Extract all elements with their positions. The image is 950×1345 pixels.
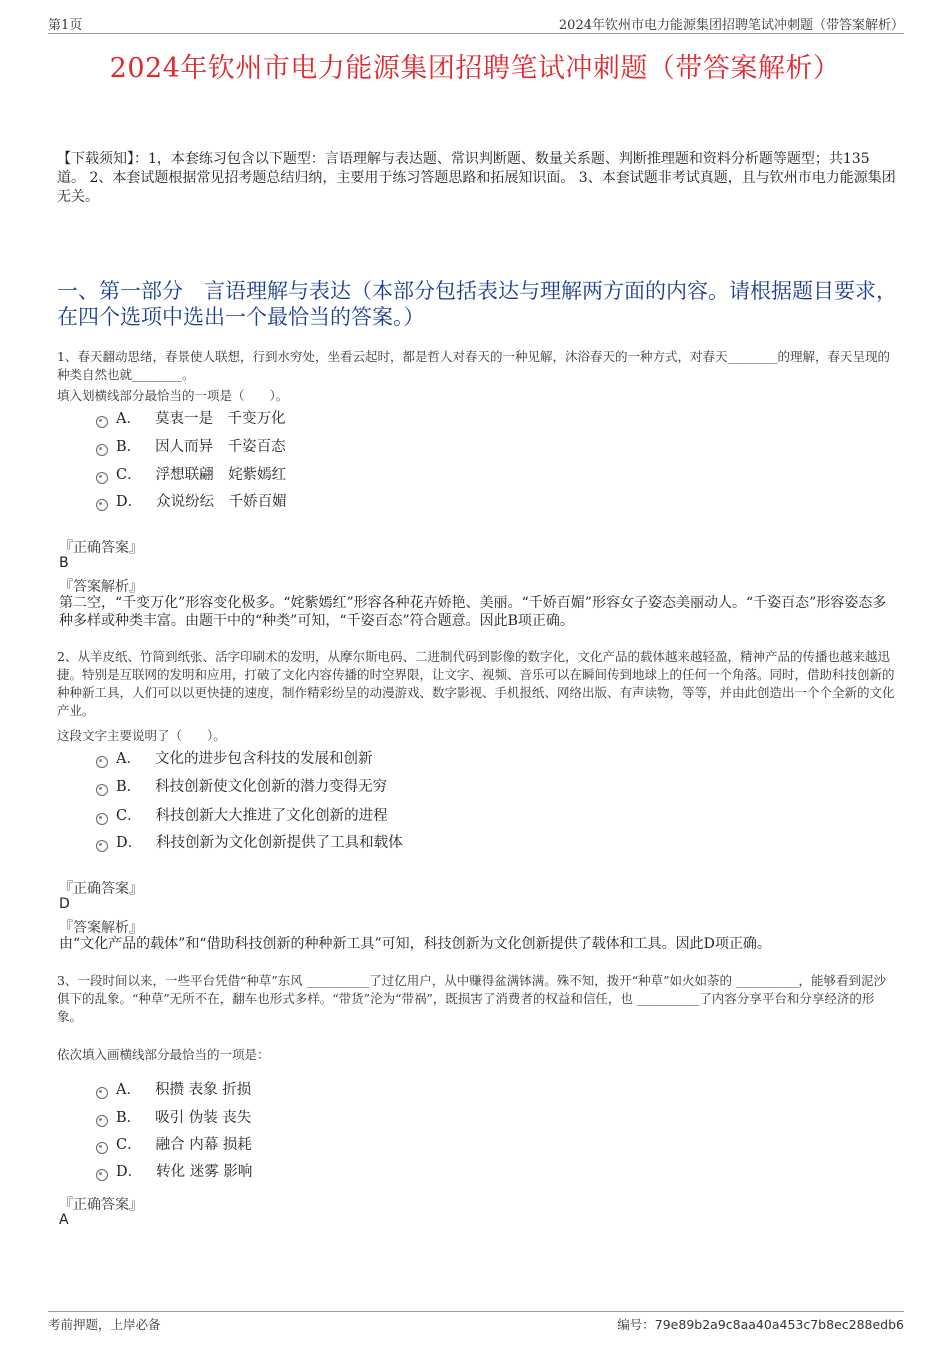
option-text: 融合 内幕 损耗 [155,1137,252,1153]
radio-icon[interactable] [96,1115,108,1127]
question-2-answer: D [59,896,70,912]
option-text: 众说纷纭 千娇百媚 [156,494,287,510]
page-title: 2024年钦州市电力能源集团招聘笔试冲刺题（带答案解析） [109,53,841,84]
question-3-option-c[interactable] [96,1135,252,1155]
option-letter: C． [116,1137,142,1153]
radio-icon[interactable] [96,416,108,428]
option-text: 浮想联翩 姹紫嫣红 [155,467,287,483]
option-text: 吸引 伪装 丧失 [155,1110,252,1126]
question-2-answer-label: 『正确答案』 [59,881,143,897]
question-2-option-d[interactable] [96,833,403,853]
question-3-option-a[interactable] [96,1080,251,1100]
option-letter: A． [116,751,141,767]
question-1-option-d[interactable] [96,492,287,512]
option-text: 科技创新大大推进了文化创新的进程 [155,808,388,824]
radio-icon[interactable] [96,840,108,852]
question-3-option-d[interactable] [96,1162,252,1182]
question-1-option-b[interactable] [96,437,286,457]
question-2-option-a[interactable] [96,749,372,769]
question-3-stem: 3、一段时间以来，一些平台凭借“种草”东风 __________了过亿用户，从中赚得盆满钵满。殊不知，拨开“种草”如火如荼的 __________，能够看到泥沙俱下的乱象。“种草”无所不在，翻车也形式多样。“带货”沦为“带祸”，既损害了消费者的权益和信任，也 __________了内容分享平台和分享经济的形象。 [57,973,886,1024]
header-doc-title: 2024年钦州市电力能源集团招聘笔试冲刺题（带答案解析） [558,18,904,33]
question-1-option-a[interactable] [96,409,285,429]
option-letter: C． [116,467,142,483]
footer-code-label: 编号： [617,1317,655,1332]
option-letter: C． [116,808,142,824]
question-3-option-b[interactable] [96,1108,251,1128]
footer-code-value: 79e89b2a9c8aa40a453c7b8ec288edb6 [654,1317,904,1332]
radio-icon[interactable] [96,1142,108,1154]
radio-icon[interactable] [96,499,108,511]
footer-slogan: 考前押题，上岸必备 [48,1317,161,1332]
option-text: 科技创新为文化创新提供了工具和载体 [156,835,403,851]
question-2-option-b[interactable] [96,777,387,797]
option-letter: B． [116,779,142,795]
option-text: 因人而异 千姿百态 [155,439,286,455]
radio-icon[interactable] [96,472,108,484]
question-3-prompt: 依次填入画横线部分最恰当的一项是： [57,1047,270,1062]
question-1-answer: B [59,555,69,571]
question-1-analysis-label: 『答案解析』 [59,579,143,595]
page-number: 第1页 [48,18,83,33]
radio-icon[interactable] [96,1169,108,1181]
option-letter: B． [116,439,142,455]
radio-icon[interactable] [96,813,108,825]
radio-icon[interactable] [96,444,108,456]
option-letter: A． [116,411,141,427]
option-text: 莫衷一是 千变万化 [154,411,286,427]
footer-code [617,1315,904,1333]
option-letter: D． [116,835,143,851]
option-letter: B． [116,1110,142,1126]
question-2-analysis-label: 『答案解析』 [59,920,143,936]
section-heading: 一、第一部分 言语理解与表达（本部分包括表达与理解两方面的内容。请根据题目要求，在四个选项中选出一个最恰当的答案。） [57,279,897,329]
question-2-analysis: 由“文化产品的载体”和“借助科技创新的种种新工具”可知，科技创新为文化创新提供了载体和工具。因此D项正确。 [59,936,771,952]
header-rule [48,33,904,34]
question-3-answer: A [59,1212,69,1228]
option-text: 科技创新使文化创新的潜力变得无穷 [155,779,388,795]
question-2-option-c[interactable] [96,806,388,826]
question-2-stem: 2、从羊皮纸、竹简到纸张、活字印刷术的发明，从摩尔斯电码、二进制代码到影像的数字化，文化产品的载体越来越轻盈，精神产品的传播也越来越迅捷。特别是互联网的发明和应用，打破了文化内容传播的时空界限，让文字、视频、音乐可以在瞬间传到地球上的任何一个角落。同时，借助科技创新的种种新工具，人们可以以更快捷的速度，制作精彩纷呈的动漫游戏、数字影视、手机报纸、网络出版、有声读物，等等，并由此创造出一个个全新的文化产业。 [57,649,895,718]
radio-icon[interactable] [96,784,108,796]
question-1-answer-label: 『正确答案』 [59,540,143,556]
question-1-prompt: 填入划横线部分最恰当的一项是（ ）。 [57,388,289,403]
download-notice: 【下载须知】：1，本套练习包含以下题型：言语理解与表达题、常识判断题、数量关系题、判断推理题和资料分析题等题型；共135道。 2、本套试题根据常见招考题总结归纳，主要用于练习答题思路和拓展知识面。 3、本套试题非考试真题，且与钦州市电力能源集团无关。 [57,151,896,205]
question-3-answer-label: 『正确答案』 [59,1197,143,1213]
question-1-stem: 1、春天翻动思绪，春景使人联想，行到水穷处，坐看云起时，都是哲人对春天的一种见解，沐浴春天的一种方式，对春天________的理解，春天呈现的种类自然也就________。 [57,349,890,382]
option-text: 积攒 表象 折损 [154,1082,252,1098]
question-2-prompt: 这段文字主要说明了（ ）。 [57,728,226,743]
radio-icon[interactable] [96,756,108,768]
question-1-analysis: 第二空，“千变万化”形容变化极多。“姹紫嫣红”形容各种花卉娇艳、美丽。“千娇百媚”形容女子姿态美丽动人。“千姿百态”形容姿态多种多样或种类丰富。由题干中的“种类”可知，“千姿百态”符合题意。因此B项正确。 [59,595,887,629]
option-text: 转化 迷雾 影响 [156,1164,253,1180]
option-letter: D． [116,1164,143,1180]
option-letter: A． [116,1082,141,1098]
option-text: 文化的进步包含科技的发展和创新 [154,751,373,767]
question-1-option-c[interactable] [96,465,286,485]
radio-icon[interactable] [96,1087,108,1099]
footer-rule [48,1311,904,1312]
option-letter: D． [116,494,143,510]
